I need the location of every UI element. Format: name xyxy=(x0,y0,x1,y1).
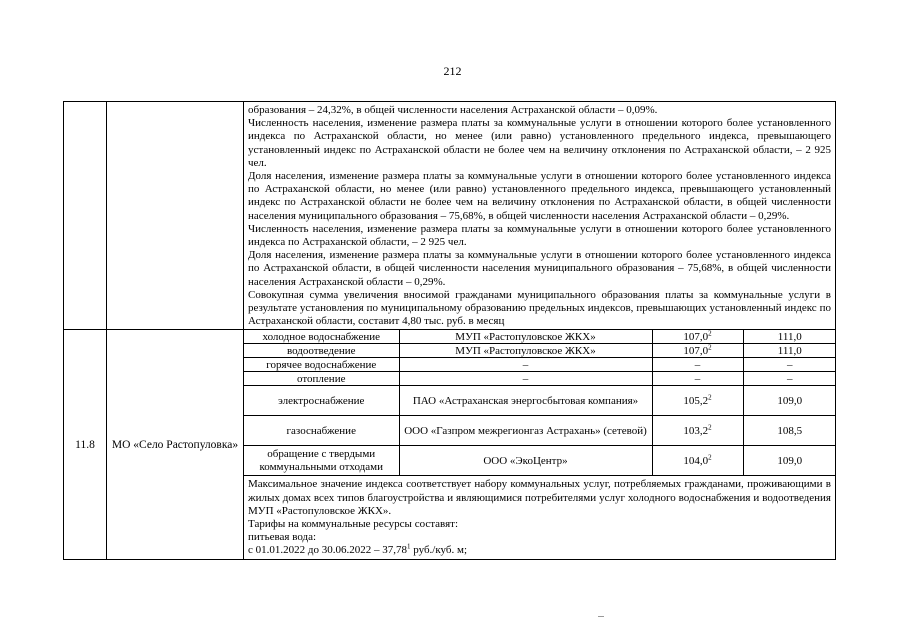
service-name: водоотведение xyxy=(244,344,399,358)
service-max-index: 108,5 xyxy=(743,416,836,446)
service-provider: ПАО «Астраханская энергосбытовая компания» xyxy=(399,386,652,416)
mo-name: МО «Село Растопуловка» xyxy=(107,330,244,559)
section-details-cell xyxy=(244,330,836,559)
service-max-index: – xyxy=(743,372,836,386)
service-row xyxy=(244,386,836,416)
service-index: 107,0$^2$ xyxy=(652,330,743,344)
service-index: – xyxy=(652,358,743,372)
service-name: электроснабжение xyxy=(244,386,399,416)
number-cell-empty xyxy=(64,102,107,330)
service-index: 104,0$^2$ xyxy=(652,446,743,476)
footnote-mark: 2 xyxy=(708,393,712,402)
service-name: отопление xyxy=(244,372,399,386)
service-max-index: 111,0 xyxy=(743,344,836,358)
service-name: обращение с твердыми коммунальными отходами xyxy=(244,446,399,476)
service-max-index: 111,0 xyxy=(743,330,836,344)
paragraph: Совокупная сумма увеличения вносимой гражданами муниципального образования платы за коммунальные услуги в результате установления по муниципальному образованию предельных индексов, превышающих установленный индекс по Астраханской области, составит 4,80 тыс. руб. в месяц xyxy=(248,288,831,328)
tariff-line: с 01.01.2022 до 30.06.2022 – 37,78$^1$ руб./куб. м; xyxy=(248,542,468,557)
page-number: 212 xyxy=(443,64,462,78)
footer-paragraph: Тарифы на коммунальные ресурсы составят: xyxy=(248,518,459,531)
section-row xyxy=(64,330,836,559)
footer-paragraph: Максимальное значение индекса соответствует набору коммунальных услуг, потребляемых гражданами, проживающими в жилых домах всех типов благоустройства и являющимися потребителями услуг холодного водоснабжения и водоотведения МУП «Растопуловское ЖКХ». xyxy=(248,478,831,517)
service-row xyxy=(244,372,836,386)
service-provider: – xyxy=(399,372,652,386)
footnote-mark: 2 xyxy=(708,329,712,338)
service-provider: ООО «ЭкоЦентр» xyxy=(399,446,652,476)
indices-table xyxy=(63,101,836,560)
footnote-mark: 1 xyxy=(406,542,411,551)
service-row xyxy=(244,446,836,476)
service-max-index: 109,0 xyxy=(743,446,836,476)
service-name: газоснабжение xyxy=(244,416,399,446)
description-cell xyxy=(244,102,836,330)
footnote-mark: 2 xyxy=(708,343,712,352)
footer-paragraph: питьевая вода: xyxy=(248,531,317,544)
service-max-index: 109,0 xyxy=(743,386,836,416)
service-row xyxy=(244,344,836,358)
scan-mark xyxy=(598,616,604,617)
service-index: 105,2$^2$ xyxy=(652,386,743,416)
service-row xyxy=(244,358,836,372)
service-index: 103,2$^2$ xyxy=(652,416,743,446)
service-name: холодное водоснабжение xyxy=(244,330,399,344)
footnote-mark: 2 xyxy=(708,423,712,432)
footnote-mark: 2 xyxy=(708,453,712,462)
continuation-row xyxy=(64,102,836,330)
service-index: 107,0$^2$ xyxy=(652,344,743,358)
paragraph: Численность населения, изменение размера платы за коммунальные услуги в отношении которого более установленного индекса по Астраханской области, – 2 925 чел. xyxy=(248,222,831,249)
section-footer xyxy=(244,476,835,558)
service-provider: МУП «Растопуловское ЖКХ» xyxy=(399,330,652,344)
service-max-index: – xyxy=(743,358,836,372)
service-provider: ООО «Газпром межрегионгаз Астрахань» (сетевой) xyxy=(399,416,652,446)
service-index: – xyxy=(652,372,743,386)
paragraph: Доля населения, изменение размера платы за коммунальные услуги в отношении которого более установленного индекса по Астраханской области, в общей численности населения муниципального образования – 75,68%, в общей численности населения Астраханской области – 0,29%. xyxy=(248,249,831,288)
paragraph: Доля населения, изменение размера платы за коммунальные услуги в отношении которого более установленного индекса по Астраханской области, но менее (или равно) установленного предельного индекса, превышающего установленный индекс по Астраханской области не более чем на величину отклонения по Астраханской области, в общей численности населения муниципального образования – 75,68%, в общей численности населения Астраханской области – 0,29%. xyxy=(248,170,831,222)
service-provider: МУП «Растопуловское ЖКХ» xyxy=(399,344,652,358)
paragraph: Численность населения, изменение размера платы за коммунальные услуги в отношении которого более установленного индекса по Астраханской области, но менее (или равно) установленного предельного индекса, превышающего установленный индекс по Астраханской области не более чем на величину отклонения по Астраханской области, – 2 925 чел. xyxy=(248,117,831,169)
service-provider: – xyxy=(399,358,652,372)
paragraph: образования – 24,32%, в общей численности населения Астраханской области – 0,09%. xyxy=(248,104,658,116)
service-row xyxy=(244,330,836,344)
section-number: 11.8 xyxy=(64,330,107,559)
service-row xyxy=(244,416,836,446)
services-table xyxy=(244,330,836,476)
mo-cell-empty xyxy=(107,102,244,330)
service-name: горячее водоснабжение xyxy=(244,358,399,372)
